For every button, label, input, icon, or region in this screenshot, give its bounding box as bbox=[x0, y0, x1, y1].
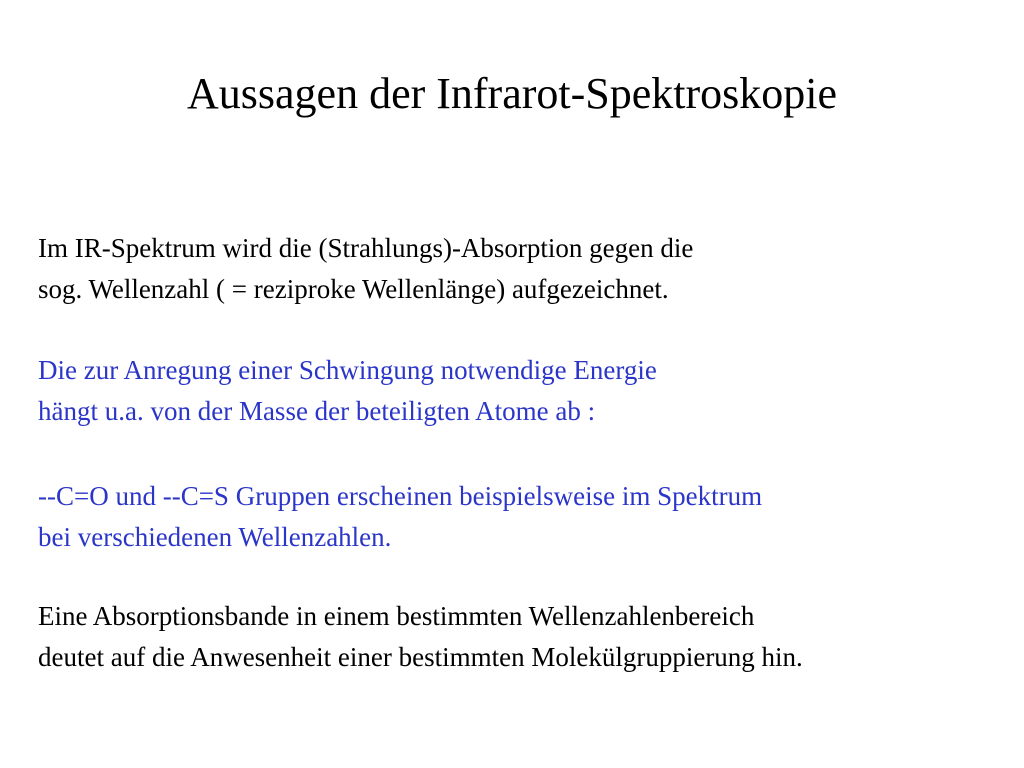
paragraph-ir-spectrum bbox=[38, 228, 693, 310]
slide-title: Aussagen der Infrarot-Spektroskopie bbox=[186, 69, 838, 118]
paragraph-line: Die zur Anregung einer Schwingung notwendige Energie bbox=[38, 355, 657, 385]
paragraph-line: Eine Absorptionsbande in einem bestimmten Wellenzahlenbereich bbox=[38, 601, 755, 631]
paragraph-line: bei verschiedenen Wellenzahlen. bbox=[38, 522, 392, 552]
paragraph-line: Im IR-Spektrum wird die (Strahlungs)-Absorption gegen die bbox=[38, 233, 694, 263]
paragraph-line: deutet auf die Anwesenheit einer bestimmten Molekülgruppierung hin. bbox=[38, 642, 803, 672]
paragraph-line: sog. Wellenzahl ( = reziproke Wellenlänge) aufgezeichnet. bbox=[38, 274, 669, 304]
paragraph-line: hängt u.a. von der Masse der beteiligten Atome ab : bbox=[38, 396, 596, 426]
paragraph-absorption-band bbox=[38, 596, 803, 678]
paragraph-excitation-energy bbox=[38, 350, 657, 432]
paragraph-group-example bbox=[38, 476, 762, 558]
paragraph-line: --C=O und --C=S Gruppen erscheinen beispielsweise im Spektrum bbox=[38, 481, 763, 511]
